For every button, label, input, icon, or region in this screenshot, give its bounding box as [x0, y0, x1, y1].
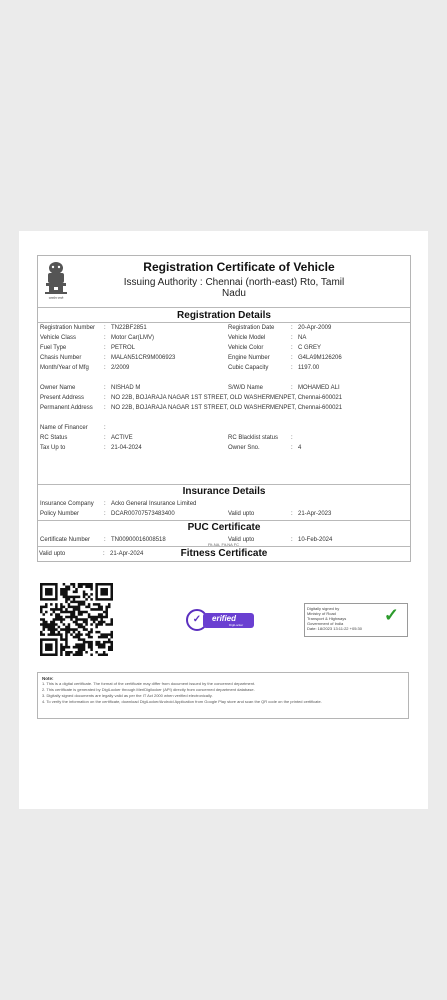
separator: : [104, 345, 106, 351]
separator: : [291, 435, 293, 441]
puc-certificate-heading: PUC Certificate [187, 522, 261, 533]
check-icon: ✓ [383, 605, 399, 625]
separator: : [291, 511, 293, 517]
qr-code-icon [40, 583, 113, 656]
separator: : [104, 325, 106, 331]
signature-line: Digitally signed by [307, 606, 340, 611]
vehicle-model: NA [298, 335, 307, 341]
certificate-page [19, 231, 428, 809]
separator: : [291, 345, 293, 351]
signature-line: Transport & Highways [307, 616, 347, 621]
field-label: Chasis Number [40, 355, 82, 361]
separator: : [104, 355, 106, 361]
separator: : [104, 385, 106, 391]
verified-subtext: DigiLocker [229, 623, 244, 627]
document-icon: ✓ [186, 609, 208, 631]
detail-row [40, 443, 408, 453]
owner-name: NISHAD M [111, 385, 141, 391]
detail-row [40, 383, 408, 393]
signature-text [307, 606, 362, 631]
field-label: Registration Number [40, 325, 96, 331]
chasis-number: MALAN51CR9M006923 [111, 355, 176, 361]
fuel-type: PETROL [111, 345, 136, 351]
field-label: Fuel Type [40, 345, 67, 351]
certificate-frame [37, 255, 411, 562]
separator: : [291, 335, 293, 341]
present-address: NO 22B, BOJARAJA NAGAR 1ST STREET, OLD WASHERMENPET, Chennai-600021 [111, 395, 343, 401]
detail-row [40, 403, 408, 413]
separator: : [291, 445, 293, 451]
field-label: Name of Financer [40, 425, 88, 431]
signature-line: Date: 18/2023 13:11:22 +05:30 [307, 626, 362, 631]
engine-number: G4LA9M126206 [298, 355, 342, 361]
notes-heading: Note: [42, 676, 54, 681]
note-item: 3. Digitally signed documents are legally valid as per the IT Act 2000 when verified electronically. [42, 693, 213, 698]
tax-upto: 21-04-2024 [111, 445, 142, 451]
field-label: Valid upto [228, 537, 255, 543]
puc-certificate-number: TN00900016008518 [111, 537, 166, 543]
separator: : [104, 405, 106, 411]
separator: : [104, 445, 106, 451]
detail-row [40, 423, 408, 433]
fitness-certificate-heading: Fitness Certificate [180, 548, 268, 559]
field-label: Tax Up to [40, 445, 66, 451]
vehicle-class: Motor Car(LMV) [111, 335, 155, 341]
detail-row [40, 433, 408, 443]
verified-text: erified [212, 614, 237, 623]
rc-status: ACTIVE [111, 435, 133, 441]
separator: : [104, 537, 106, 543]
swd-name: MOHAMED ALI [298, 385, 340, 391]
notes-box [37, 672, 409, 719]
svg-text:सत्यमेव जयते: सत्यमेव जयते [48, 296, 64, 300]
field-label: Valid upto [228, 511, 255, 517]
issuing-authority: Issuing Authority : Chennai (north-east) Rto, Tamil Nadu [123, 277, 345, 299]
field-label: Vehicle Color [228, 345, 264, 351]
field-label: Vehicle Model [228, 335, 266, 341]
separator: : [104, 335, 106, 341]
field-label: Permanent Address [40, 405, 93, 411]
field-label: S/W/D Name [228, 385, 264, 391]
field-label: Engine Number [228, 355, 270, 361]
field-label: Registration Date [228, 325, 275, 331]
separator: : [104, 365, 106, 371]
detail-row [40, 353, 408, 363]
field-label: Owner Sno. [228, 445, 260, 451]
signature-line: Ministry of Road [307, 611, 336, 616]
cubic-capacity: 1197.00 [298, 365, 320, 371]
owner-sno: 4 [298, 445, 302, 451]
insurance-company: Acko General Insurance Limited [111, 501, 197, 507]
detail-row [40, 363, 408, 373]
registration-number: TN22BF2851 [111, 325, 147, 331]
separator: : [104, 501, 106, 507]
separator: : [291, 385, 293, 391]
registration-date: 20-Apr-2009 [298, 325, 332, 331]
permanent-address: NO 22B, BOJARAJA NAGAR 1ST STREET, OLD WASHERMENPET, Chennai-600021 [111, 405, 343, 411]
detail-row [40, 323, 408, 333]
field-label: Insurance Company [40, 501, 94, 507]
detail-row [39, 549, 408, 559]
field-label: Policy Number [40, 511, 80, 517]
detail-row [40, 333, 408, 343]
divider [38, 307, 410, 308]
detail-row [40, 509, 408, 519]
note-item: 1. This is a digital certificate. The format of the certificate may differ from document issued by the concerned department. [42, 681, 256, 686]
insurance-valid-upto: 21-Apr-2023 [298, 511, 332, 517]
separator: : [104, 425, 106, 431]
separator: : [291, 537, 293, 543]
fitness-note: Fit-NA, Fit-NA FC [207, 542, 240, 547]
note-item: 2. This certificate is generated by DigiLocker through MeriDigilocker (API) directly from concerned department database. [42, 687, 255, 692]
insurance-details [40, 499, 408, 519]
digilocker-verified-badge [186, 608, 254, 636]
detail-row [40, 343, 408, 353]
vehicle-color: C GREY [298, 345, 322, 351]
puc-valid-upto: 10-Feb-2024 [298, 537, 333, 543]
field-label: Vehicle Class [40, 335, 77, 341]
separator: : [291, 355, 293, 361]
detail-row [40, 499, 408, 509]
field-label: Month/Year of Mfg [40, 365, 89, 371]
separator: : [104, 511, 106, 517]
insurance-details-heading: Insurance Details [182, 486, 266, 497]
national-emblem-icon [41, 259, 71, 303]
field-label: RC Blacklist status [228, 435, 279, 441]
registration-details [40, 323, 408, 453]
separator: : [103, 551, 105, 557]
field-label: Cubic Capacity [228, 365, 269, 371]
fitness-valid-upto: 21-Apr-2024 [110, 551, 144, 557]
separator: : [104, 435, 106, 441]
note-item: 4. To verify the information on the certificate, download DigiLocker/Android Application from Google Play store and scan the QR code on the printed certificate. [42, 699, 322, 704]
manufacture-date: 2/2009 [111, 365, 130, 371]
field-label: Present Address [40, 395, 85, 401]
registration-details-heading: Registration Details [177, 310, 271, 321]
divider [38, 520, 410, 521]
digital-signature-box [304, 603, 408, 637]
field-label: Owner Name [40, 385, 76, 391]
divider [38, 484, 410, 485]
signature-line: Government of India [307, 621, 344, 626]
separator: : [291, 365, 293, 371]
detail-row [40, 393, 408, 403]
fitness-details [39, 549, 408, 559]
field-label: RC Status [40, 435, 68, 441]
certificate-title: Registration Certificate of Vehicle [143, 260, 335, 274]
field-label: Certificate Number [40, 537, 91, 543]
separator: : [291, 325, 293, 331]
field-label: Valid upto [39, 551, 66, 557]
separator: : [104, 395, 106, 401]
verified-label [203, 613, 254, 628]
policy-number: DCAR00707573483400 [111, 511, 175, 517]
